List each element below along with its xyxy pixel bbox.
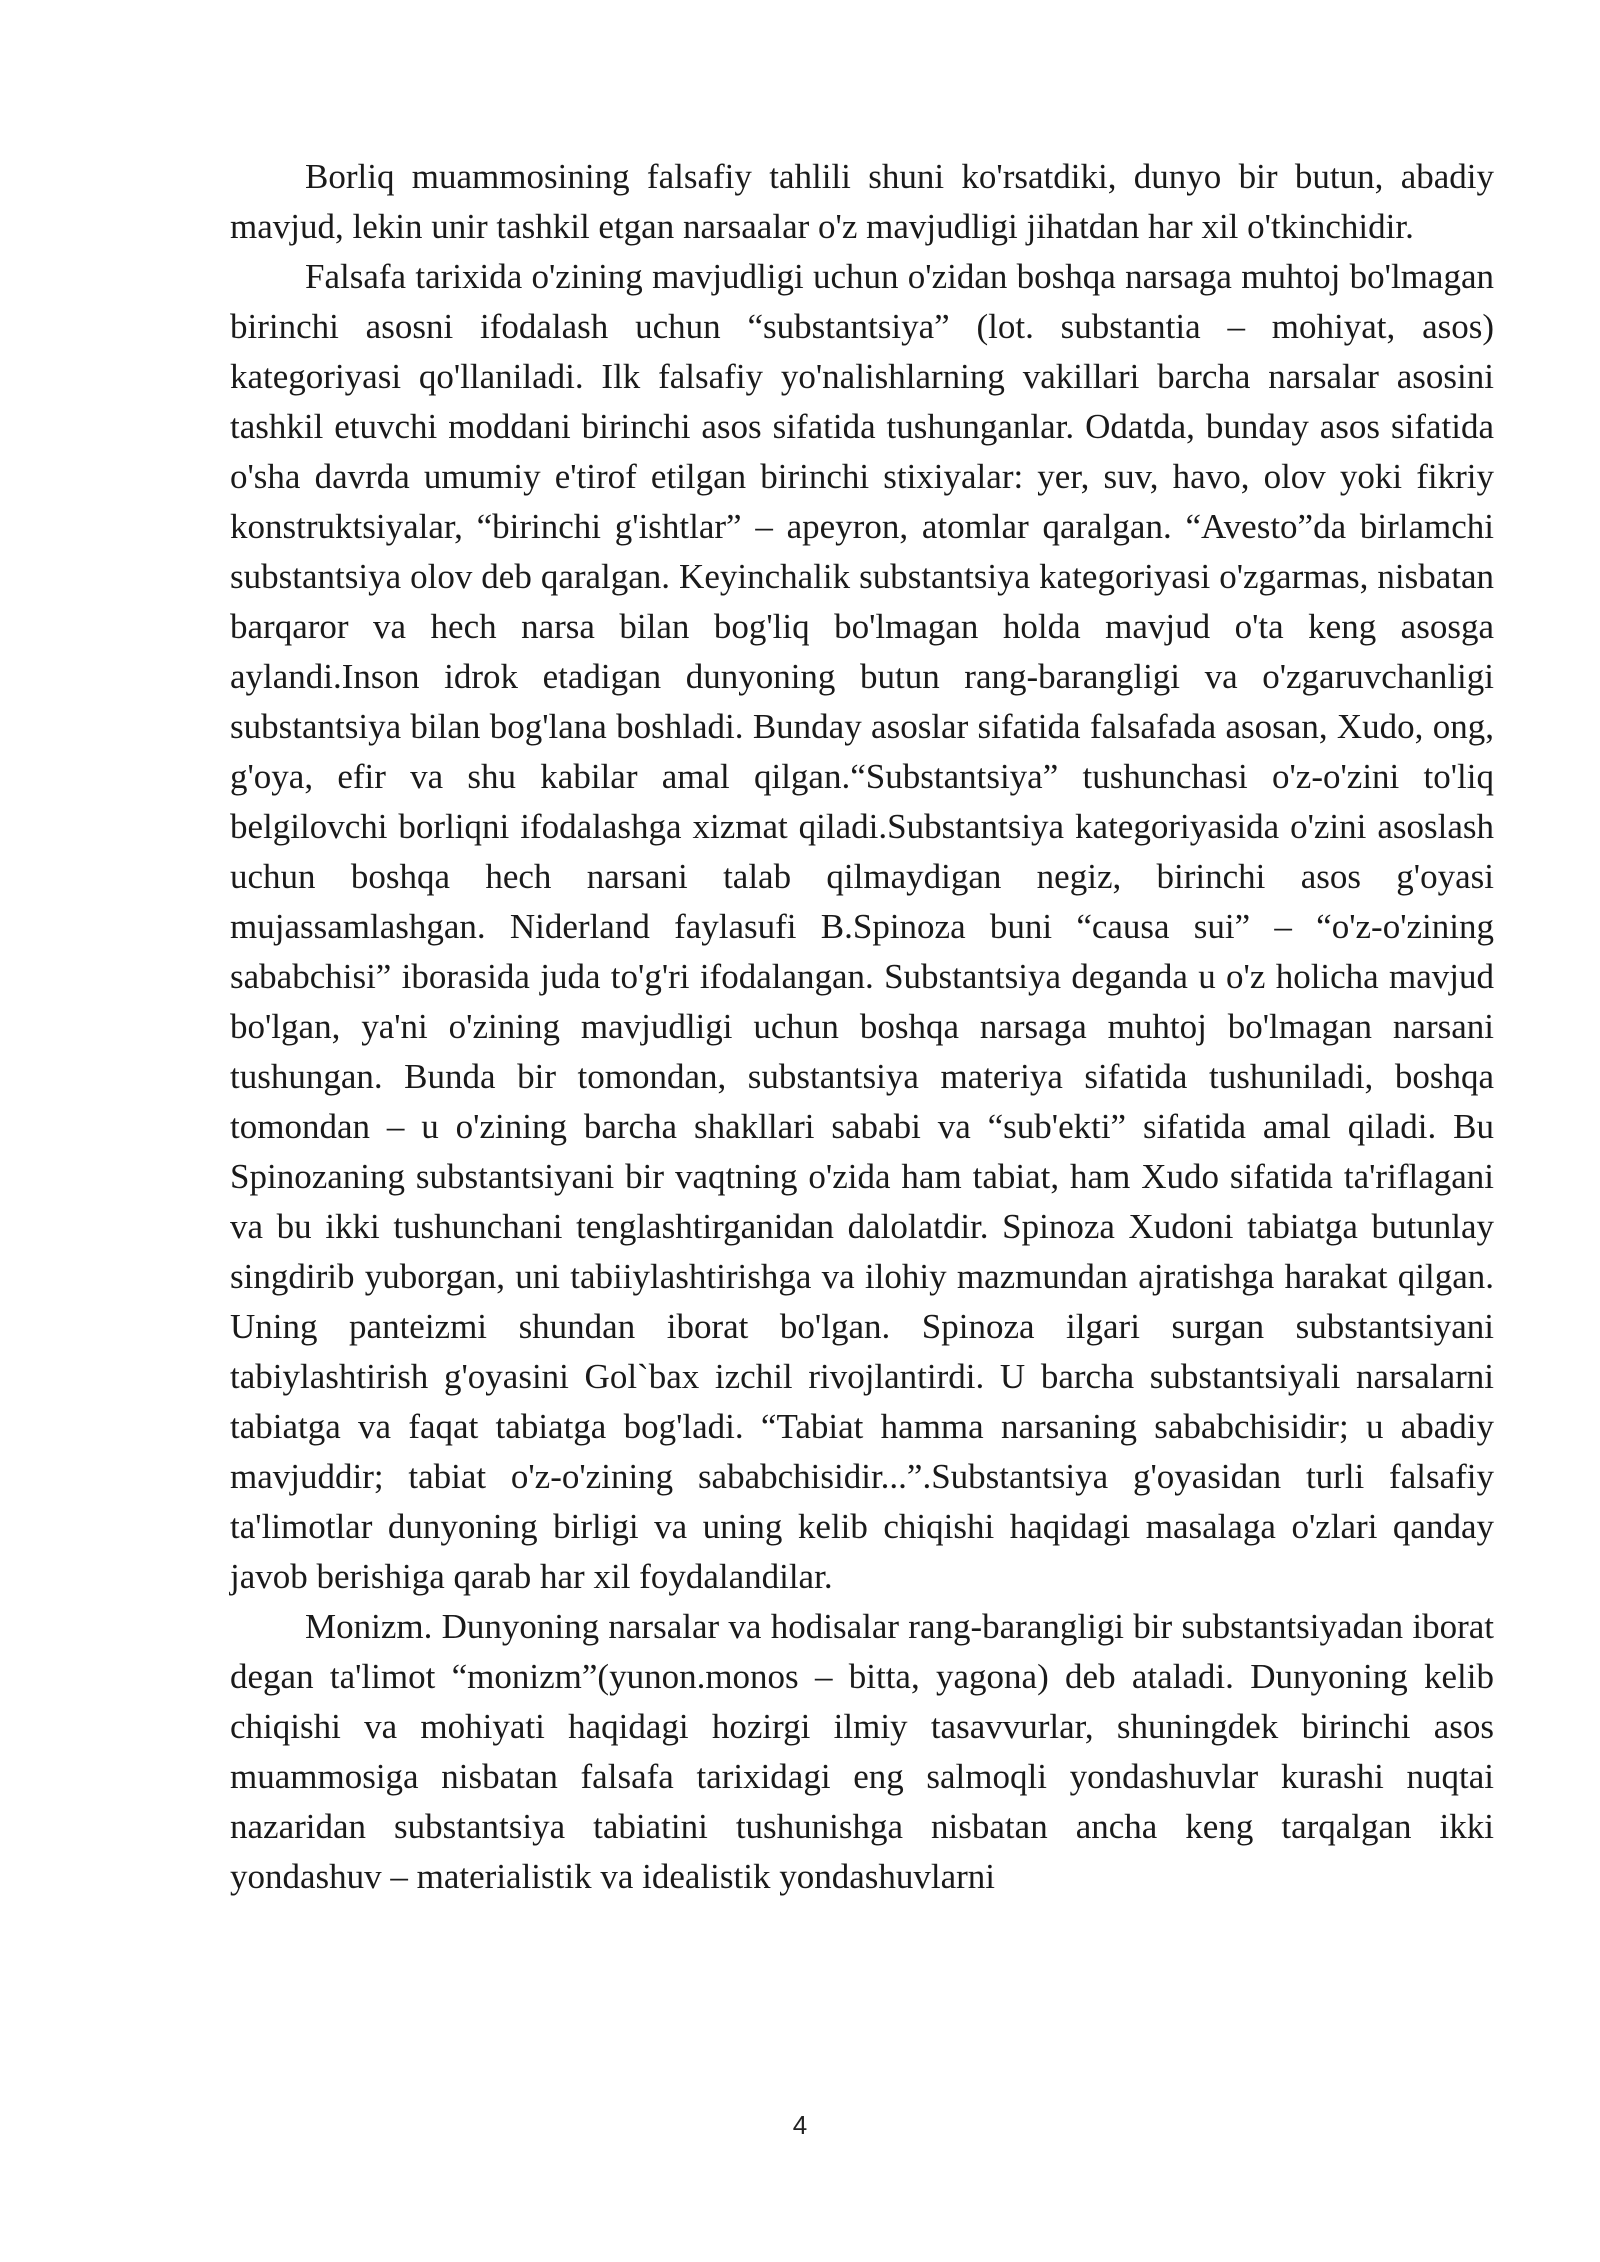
document-body	[230, 152, 1494, 1902]
page-number: 4	[792, 2110, 808, 2140]
paragraph-monizm: Monizm. Dunyoning narsalar va hodisalar rang-barangligi bir substantsiyadan iborat degan ta'limot “monizm”(yunon.monos – bitta, yagona) deb ataladi. Dunyoning kelib chiqishi va mohiyati haqidagi hozirgi ilmiy tasavvurlar, shuningdek birinchi asos muammosiga nisbatan falsafa tarixidagi eng salmoqli yondashuvlar kurashi nuqtai nazaridan substantsiya tabiatini tushunishga nisbatan ancha keng tarqalgan ikki yondashuv – materialistik va idealistik yondashuvlarni	[230, 1607, 1494, 1896]
paragraph-substantsiya: Falsafa tarixida o'zining mavjudligi uchun o'zidan boshqa narsaga muhtoj bo'lmagan birinchi asosni ifodalash uchun “substantsiya” (lot. substantia – mohiyat, asos) kategoriyasi qo'llaniladi. Ilk falsafiy yo'nalishlarning vakillari barcha narsalar asosini tashkil etuvchi moddani birinchi asos sifatida tushunganlar. Odatda, bunday asos sifatida o'sha davrda umumiy e'tirof etilgan birinchi stixiyalar: yer, suv, havo, olov yoki fikriy konstruktsiyalar, “birinchi g'ishtlar” – apeyron, atomlar qaralgan. “Avesto”da birlamchi substantsiya olov deb qaralgan. Keyinchalik substantsiya kategoriyasi o'zgarmas, nisbatan barqaror va hech narsa bilan bog'liq bo'lmagan holda mavjud o'ta keng asosga aylandi.Inson idrok etadigan dunyoning butun rang-barangligi va o'zgaruvchanligi substantsiya bilan bog'lana boshladi. Bunday asoslar sifatida falsafada asosan, Xudo, ong, g'oya, efir va shu kabilar amal qilgan.“Substantsiya” tushunchasi o'z-o'zini to'liq belgilovchi borliqni ifodalashga xizmat qiladi.Substantsiya kategoriyasida o'zini asoslash uchun boshqa hech narsani talab qilmaydigan negiz, birinchi asos g'oyasi mujassamlashgan. Niderland faylasufi B.Spinoza buni “causa sui” – “o'z-o'zining sababchisi” iborasida juda to'g'ri ifodalangan. Substantsiya deganda u o'z holicha mavjud bo'lgan, ya'ni o'zining mavjudligi uchun boshqa narsaga muhtoj bo'lmagan narsani tushungan. Bunda bir tomondan, substantsiya materiya sifatida tushuniladi, boshqa tomondan – u o'zining barcha shakllari sababi va “sub'ekti” sifatida amal qiladi. Bu Spinozaning substantsiyani bir vaqtning o'zida ham tabiat, ham Xudo sifatida ta'riflagani va bu ikki tushunchani tenglashtirganidan dalolatdir. Spinoza Xudoni tabiatga butunlay singdirib yuborgan, uni tabiiylashtirishga va ilohiy mazmundan ajratishga harakat qilgan. Uning panteizmi shundan iborat bo'lgan. Spinoza ilgari surgan substantsiyani tabiylashtirish g'oyasini Gol`bax izchil rivojlantirdi. U barcha substantsiyali narsalarni tabiatga va faqat tabiatga bog'ladi. “Tabiat hamma narsaning sababchisidir; u abadiy mavjuddir; tabiat o'z-o'zining sababchisidir...”.Substantsiya g'oyasidan turli falsafiy ta'limotlar dunyoning birligi va uning kelib chiqishi haqidagi masalaga o'zlari qanday javob berishiga qarab har xil foydalandilar.	[230, 257, 1494, 1596]
paragraph-borliq: Borliq muammosining falsafiy tahlili shuni ko'rsatdiki, dunyo bir butun, abadiy mavjud, lekin unir tashkil etgan narsaalar o'z mavjudligi jihatdan har xil o'tkinchidir.	[230, 157, 1494, 246]
